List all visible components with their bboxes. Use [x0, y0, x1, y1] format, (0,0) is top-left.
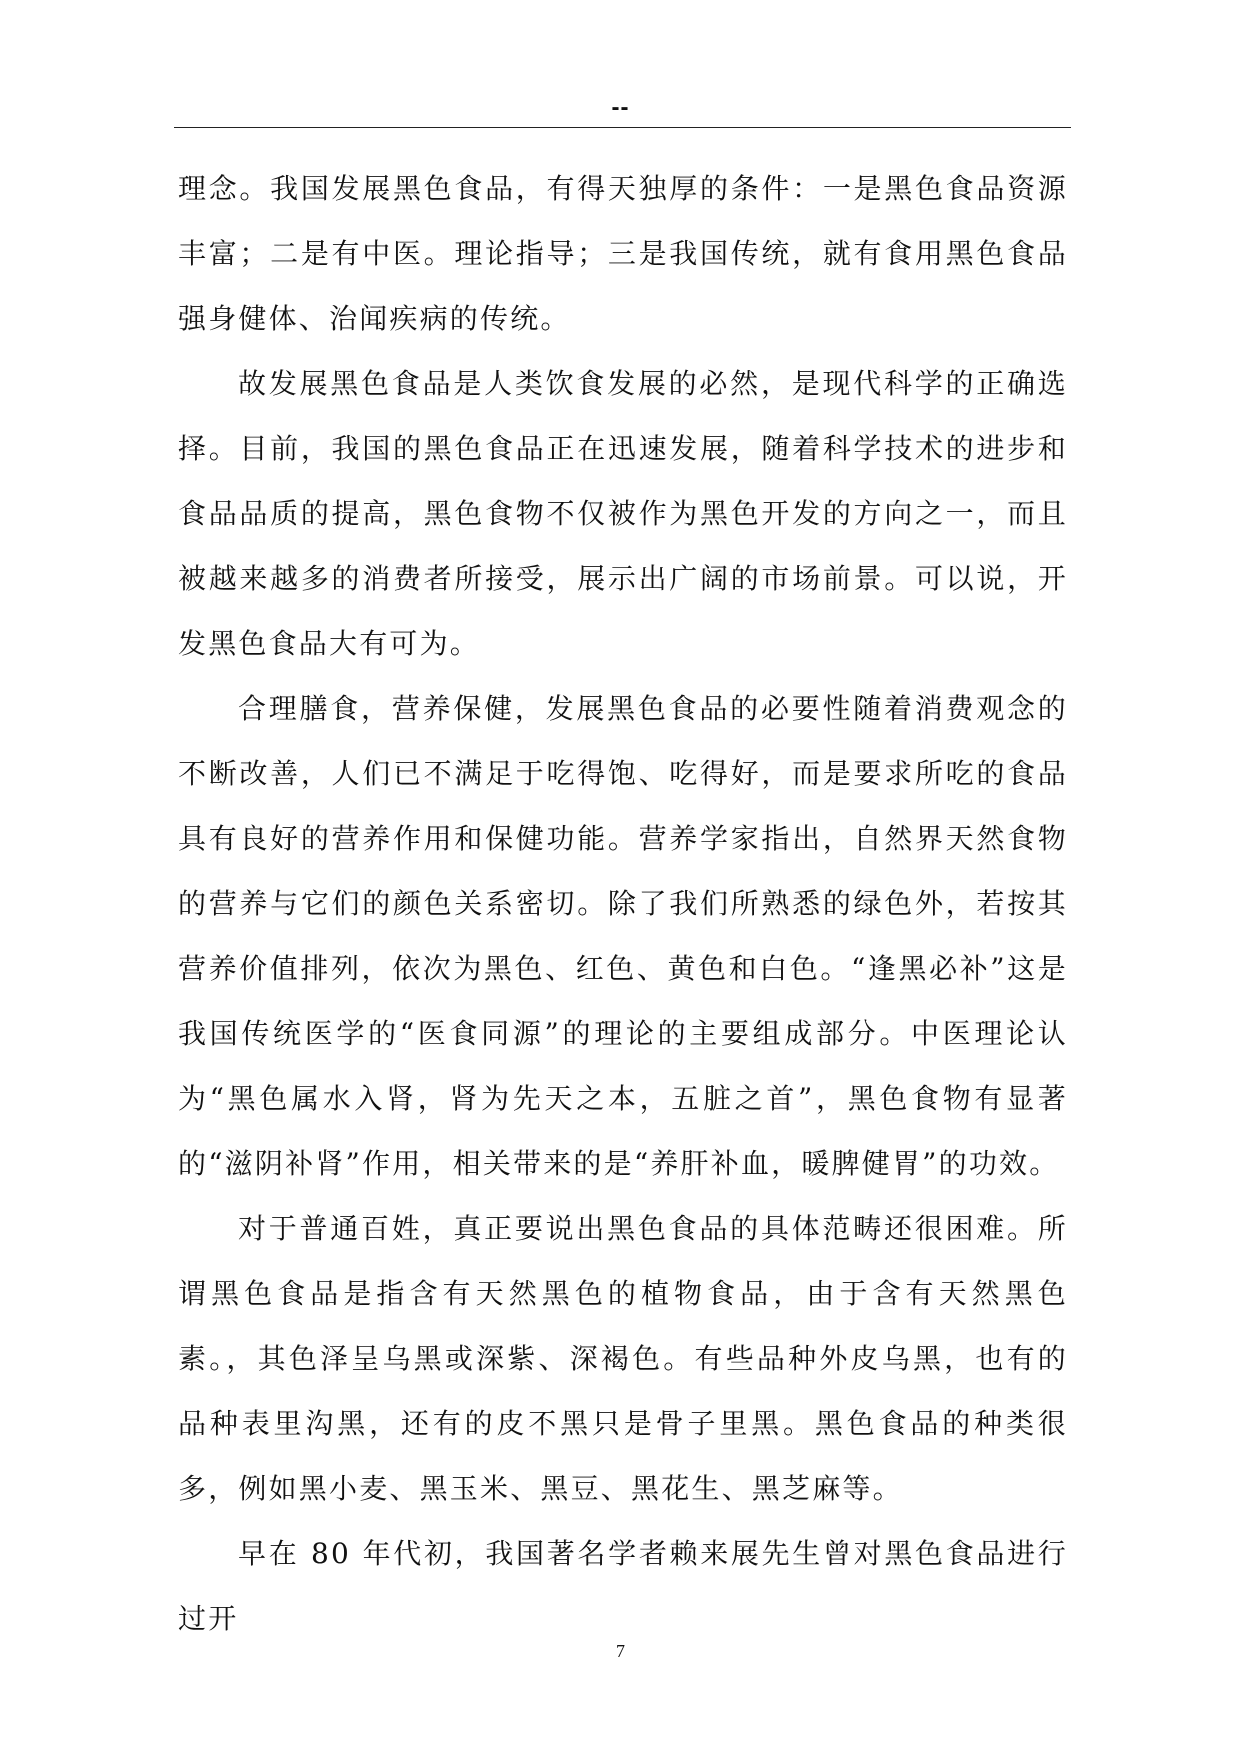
paragraph: 合理膳食，营养保健，发展黑色食品的必要性随着消费观念的不断改善，人们已不满足于吃得饱、吃得好，而是要求所吃的食品具有良好的营养作用和保健功能。营养学家指出，自然界天然食物的营养与它们的颜色关系密切。除了我们所熟悉的绿色外，若按其营养价值排列，依次为黑色、红色、黄色和白色。“逢黑必补”这是我国传统医学的“医食同源”的理论的主要组成部分。中医理论认为“黑色属水入肾，肾为先天之本，五脏之首”，黑色食物有显著的“滋阴补肾”作用，相关带来的是“养肝补血，暖脾健胃”的功效。 [178, 692, 1068, 1180]
paragraph: 故发展黑色食品是人类饮食发展的必然，是现代科学的正确选择。目前，我国的黑色食品正在迅速发展，随着科学技术的进步和食品品质的提高，黑色食物不仅被作为黑色开发的方向之一，而且被越来越多的消费者所接受，展示出广阔的市场前景。可以说，开发黑色食品大有可为。 [178, 367, 1068, 660]
body-text [178, 156, 1068, 1651]
page-number: 7 [616, 1641, 625, 1661]
header-rule [174, 127, 1071, 128]
paragraph-continuation: 理念。我国发展黑色食品，有得天独厚的条件：一是黑色食品资源丰富；二是有中医。理论指导；三是我国传统，就有食用黑色食品强身健体、治闻疾病的传统。 [178, 172, 1068, 335]
paragraph: 早在 80 年代初，我国著名学者赖来展先生曾对黑色食品进行过开 [178, 1537, 1068, 1635]
paragraph: 对于普通百姓，真正要说出黑色食品的具体范畴还很困难。所谓黑色食品是指含有天然黑色的植物食品，由于含有天然黑色素。，其色泽呈乌黑或深紫、深褐色。有些品种外皮乌黑，也有的品种表里沟黑，还有的皮不黑只是骨子里黑。黑色食品的种类很多，例如黑小麦、黑玉米、黑豆、黑花生、黑芝麻等。 [178, 1212, 1068, 1505]
header-mark: -- [611, 94, 630, 121]
